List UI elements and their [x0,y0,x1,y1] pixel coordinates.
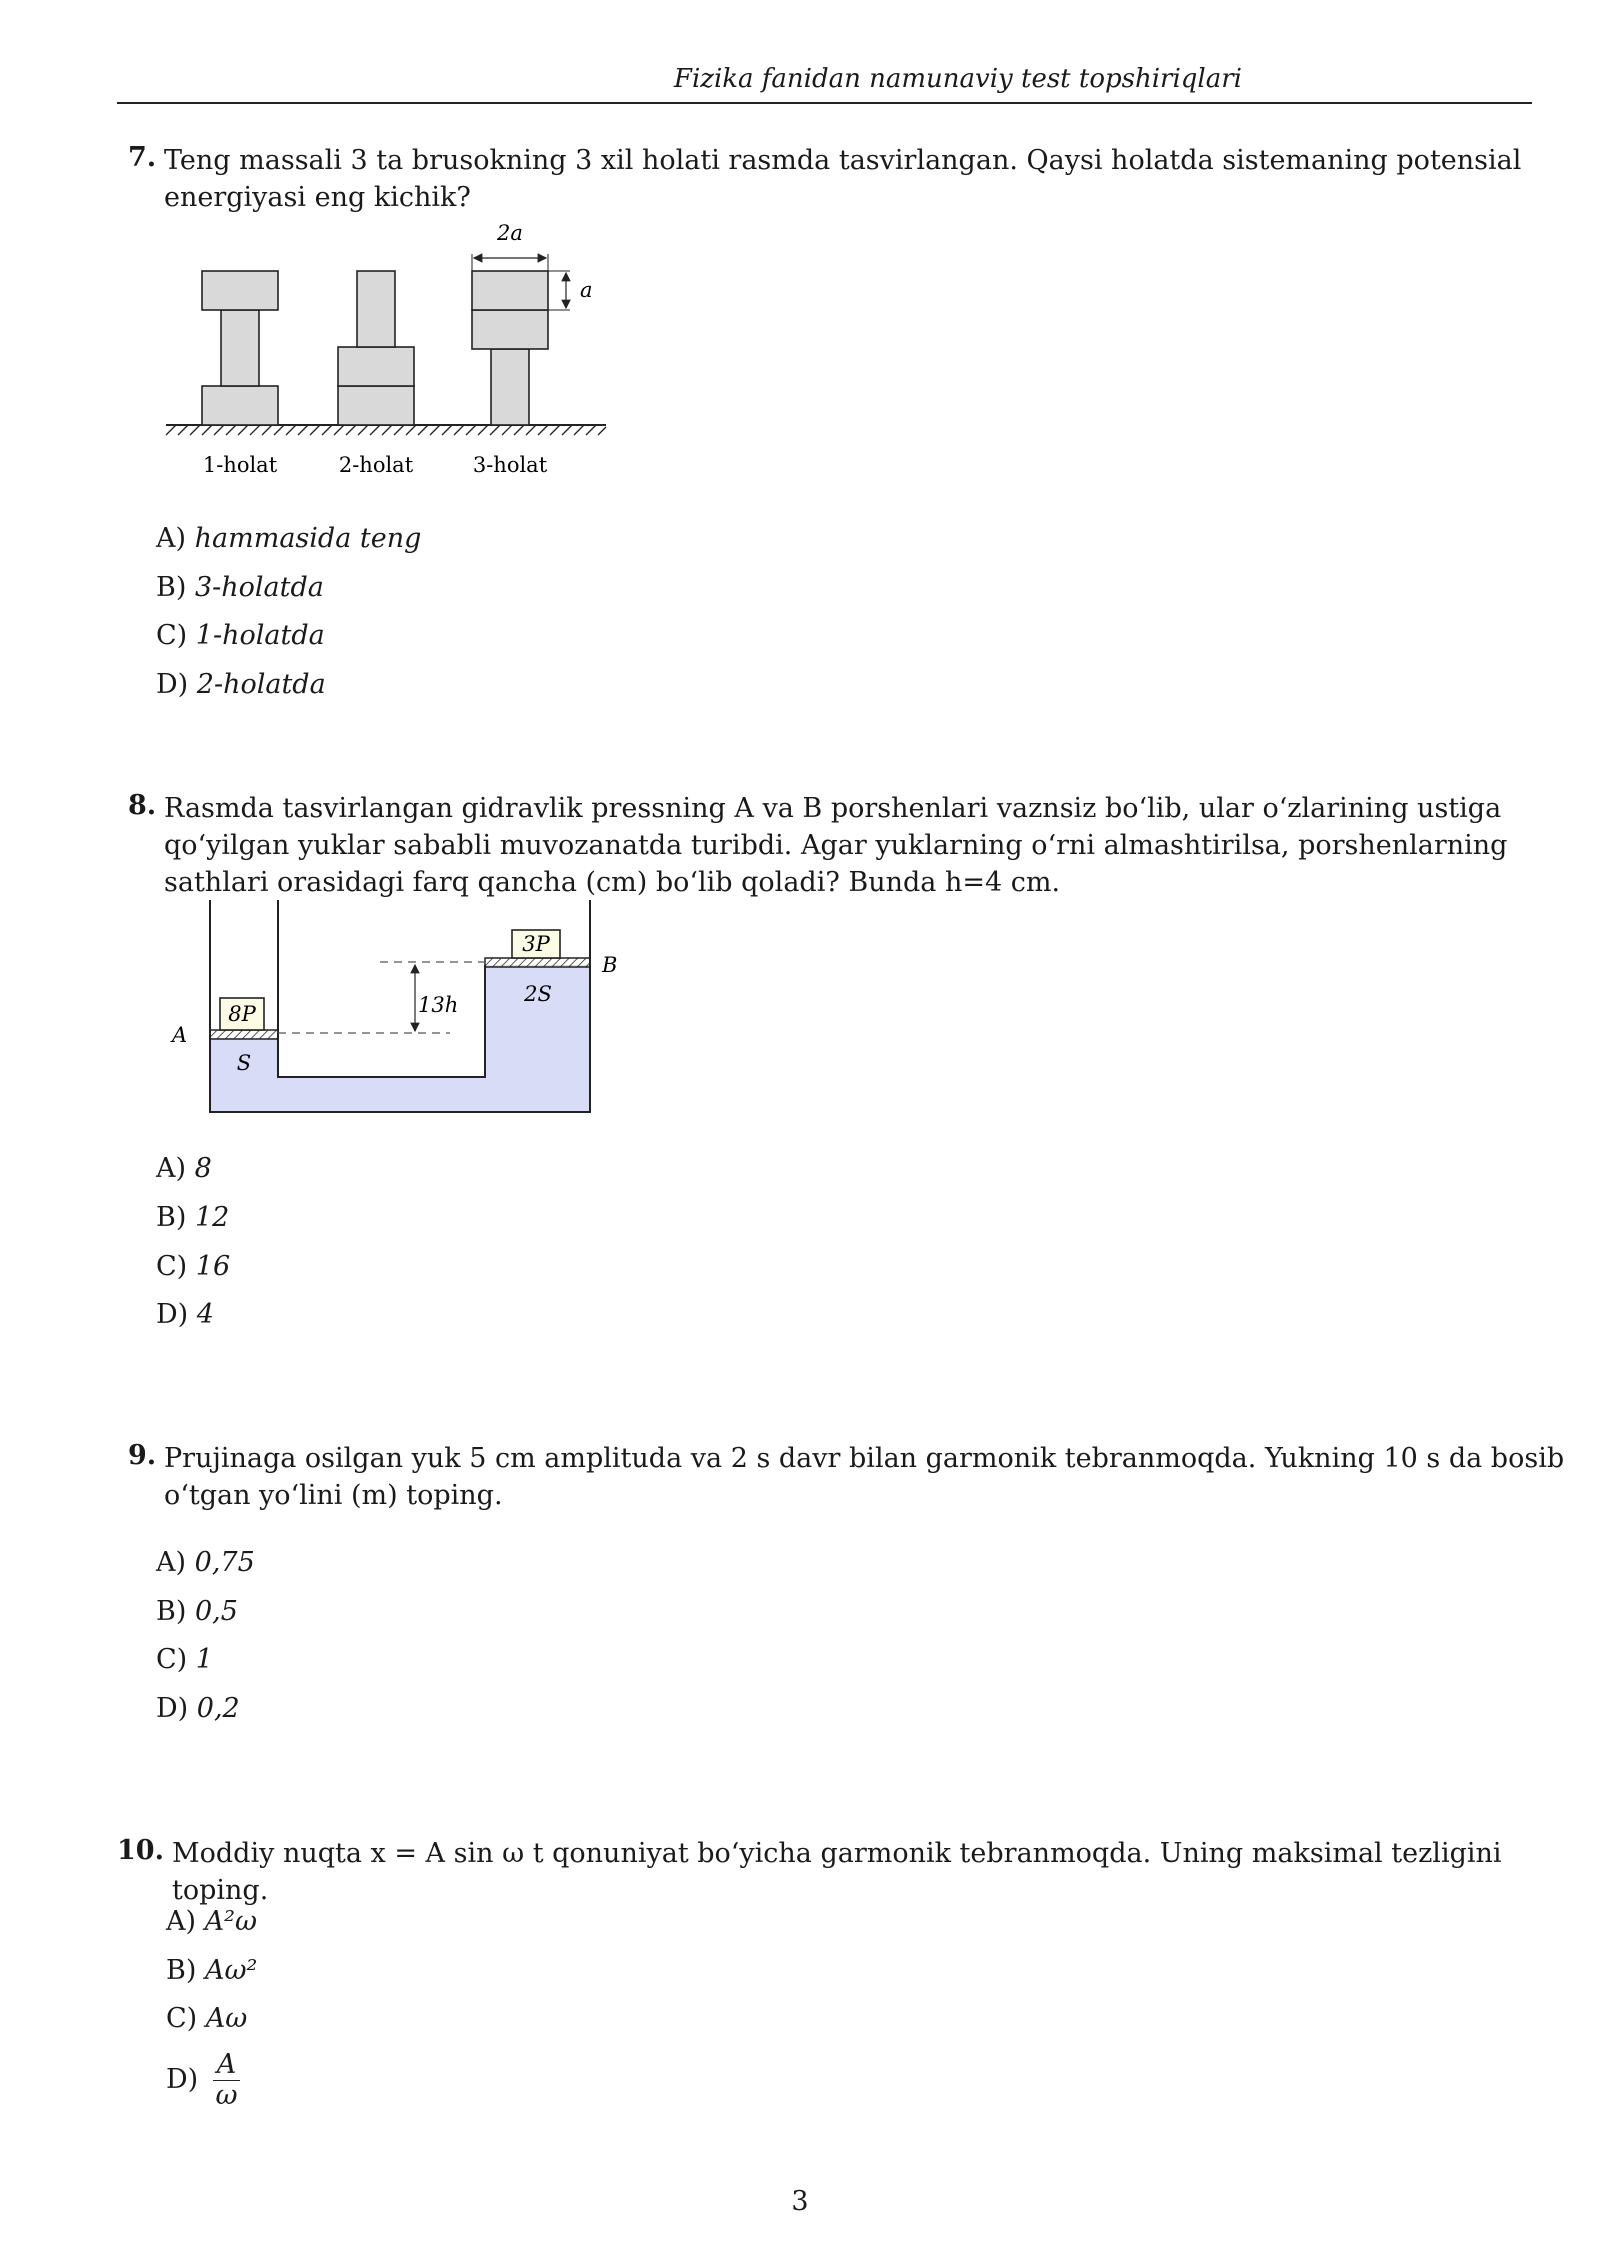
question-8-number: 8. [128,790,157,821]
question-7-option-b: B) 3-holatda [156,572,324,603]
area-right-label: 2S [524,982,552,1006]
state-1-blocks [202,271,278,425]
piston-a [210,1030,278,1039]
question-7-number: 7. [128,142,157,173]
dimension-width-label: 2a [497,221,523,245]
question-9-option-d: D) 0,2 [156,1693,240,1724]
state-1-label: 1-holat [202,453,278,477]
question-9-text [164,1440,1564,1514]
question-10-number: 10. [117,1835,164,1866]
question-10-option-d: D) $\frac{A}{\omega}$ [166,2050,240,2111]
question-8-option-b: B) 12 [156,1202,230,1233]
question-7-option-d: D) 2-holatda [156,669,326,700]
question-10-line-1: Moddiy nuqta x = A sin ω t qonuniyat bo‘yicha garmonik tebranmoqda. Uning maksimal tezligini toping. [172,1838,1502,1906]
question-7-line-1: Teng massali 3 ta brusokning 3 xil holati rasmda tasvirlangan. Qaysi holatda sistemaning potensial [164,145,1522,176]
piston-a-label: A [172,1023,188,1047]
page-number: 3 [791,2186,809,2217]
ground-hatching [166,425,606,435]
header-divider [117,102,1532,104]
question-8-option-c: C) 16 [156,1251,231,1282]
question-10-text [172,1835,1600,1909]
question-10-option-c: C) Aω [166,2003,248,2034]
question-10-option-a: A) A²ω [166,1906,257,1937]
load-right-label: 3P [522,932,550,956]
state-3-label: 3-holat [472,453,548,477]
dimension-height-label: a [580,278,593,302]
question-9-option-b: B) 0,5 [156,1596,238,1627]
fraction [213,2050,241,2111]
piston-b-label: B [602,953,618,977]
question-8-text [164,790,1507,901]
question-7-text [164,142,1521,216]
question-8-option-d: D) 4 [156,1299,214,1330]
state-2-blocks [338,271,414,425]
state-2-label: 2-holat [338,453,414,477]
load-left-label: 8P [228,1002,256,1026]
question-8-figure [160,900,640,1120]
question-8-line-2: qo‘yilgan yuklar sababli muvozanatda turibdi. Agar yuklarning o‘rni almashtirilsa, porshenlarning [164,830,1508,861]
question-9-line-2: o‘tgan yo‘lini (m) toping. [164,1480,503,1511]
fraction-denominator: ω [215,2080,238,2111]
question-7-line-2: energiyasi eng kichik? [164,182,471,213]
question-9-option-a: A) 0,75 [156,1547,255,1578]
question-8-option-a: A) 8 [156,1153,212,1184]
question-9-number: 9. [128,1440,157,1471]
area-left-label: S [236,1051,252,1075]
question-7-option-a: A) hammasida teng [156,523,422,554]
fraction-numerator: A [213,2050,241,2081]
question-7-figure [150,210,630,490]
question-8-line-1: Rasmda tasvirlangan gidravlik pressning A va B porshenlari vaznsiz bo‘lib, ular o‘zlarining ustiga [164,793,1502,824]
question-9-line-1: Prujinaga osilgan yuk 5 cm amplituda va 2 s davr bilan garmonik tebranmoqda. Yukning 10 s da bosib [164,1443,1565,1474]
question-7-option-c: C) 1-holatda [156,620,325,651]
state-3-blocks [472,271,548,425]
page-header-title: Fizika fanidan namunaviy test topshiriqlari [673,64,1242,94]
vessel-inner [278,900,485,1077]
piston-b [485,958,590,967]
question-10-option-b: B) Aω² [166,1955,258,1986]
question-8-line-3: sathlari orasidagi farq qancha (cm) bo‘lib qoladi? Bunda h=4 cm. [164,867,1061,898]
height-label: 13h [418,993,459,1017]
question-9-option-c: C) 1 [156,1644,213,1675]
